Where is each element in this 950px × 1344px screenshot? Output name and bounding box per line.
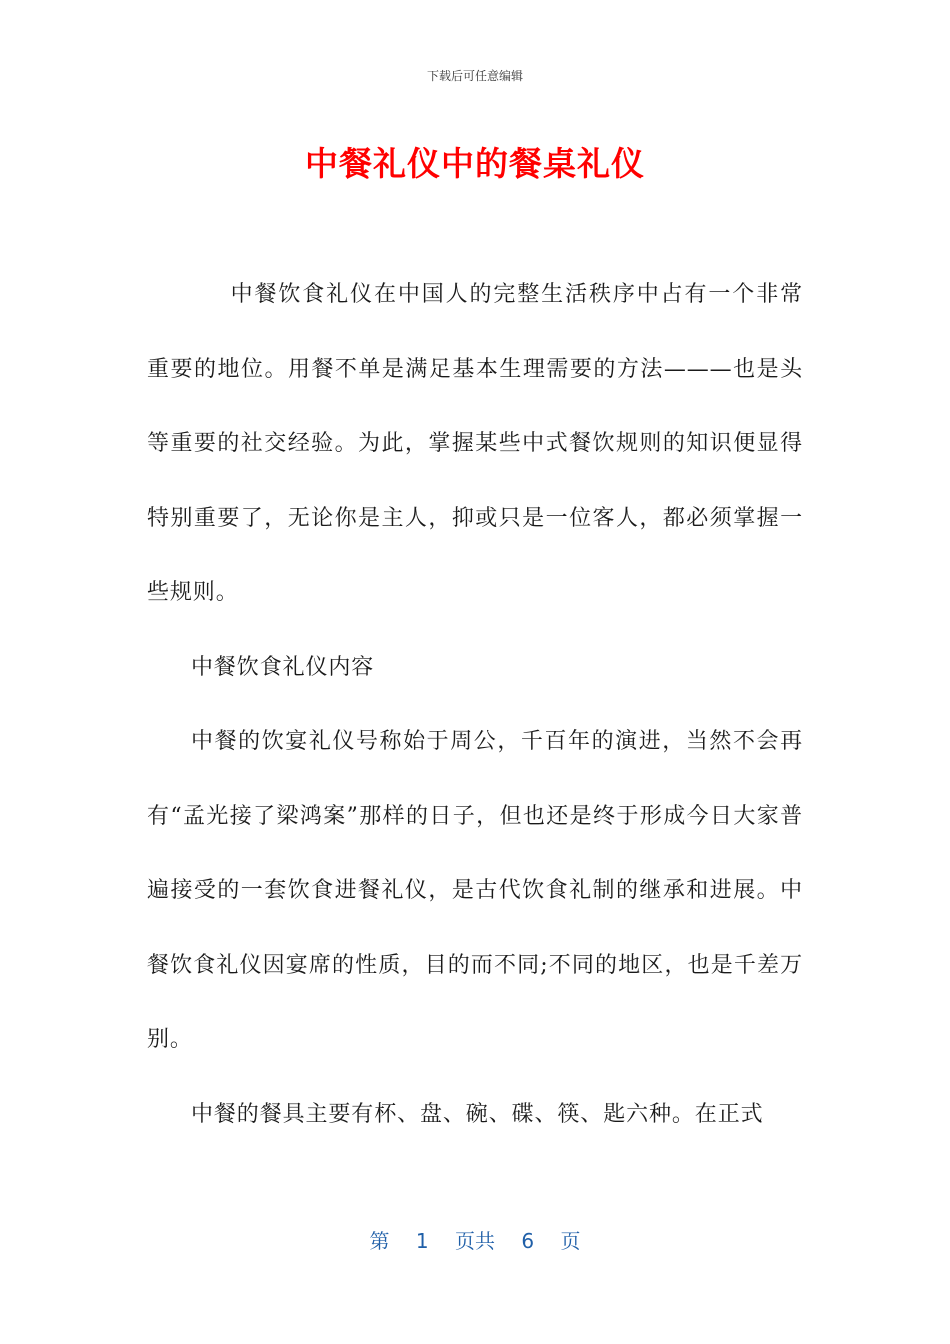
paragraph-tableware: 中餐的餐具主要有杯、盘、碗、碟、筷、匙六种。在正式 — [191, 1101, 764, 1127]
page-footer — [0, 1225, 950, 1254]
footer-total-pages: 6 — [521, 1229, 535, 1253]
paragraph-history: 中餐的饮宴礼仪号称始于周公，千百年的演进，当然不会再有“孟光接了梁鸿案”那样的日子，但也还是终于形成今日大家普遍接受的一套饮食进餐礼仪，是古代饮食礼制的继承和进展。中餐饮食礼仪因宴席的性质，目的而不同;不同的地区，也是千差万别。 — [147, 729, 803, 1052]
footer-current-page: 1 — [415, 1229, 429, 1253]
document-body — [147, 258, 803, 1152]
footer-middle: 页共 — [455, 1229, 495, 1253]
document-title: 中餐礼仪中的餐桌礼仪 — [305, 144, 645, 183]
header-note: 下载后可任意编辑 — [426, 69, 523, 83]
footer-suffix: 页 — [560, 1229, 581, 1253]
footer-prefix: 第 — [369, 1229, 390, 1253]
paragraph-section-heading: 中餐饮食礼仪内容 — [191, 654, 375, 680]
paragraph-intro: 中餐饮食礼仪在中国人的完整生活秩序中占有一个非常重要的地位。用餐不单是满足基本生理需要的方法———也是头等重要的社交经验。为此，掌握某些中式餐饮规则的知识便显得特别重要了，无论你是主人，抑或只是一位客人，都必须掌握一些规则。 — [147, 282, 803, 605]
